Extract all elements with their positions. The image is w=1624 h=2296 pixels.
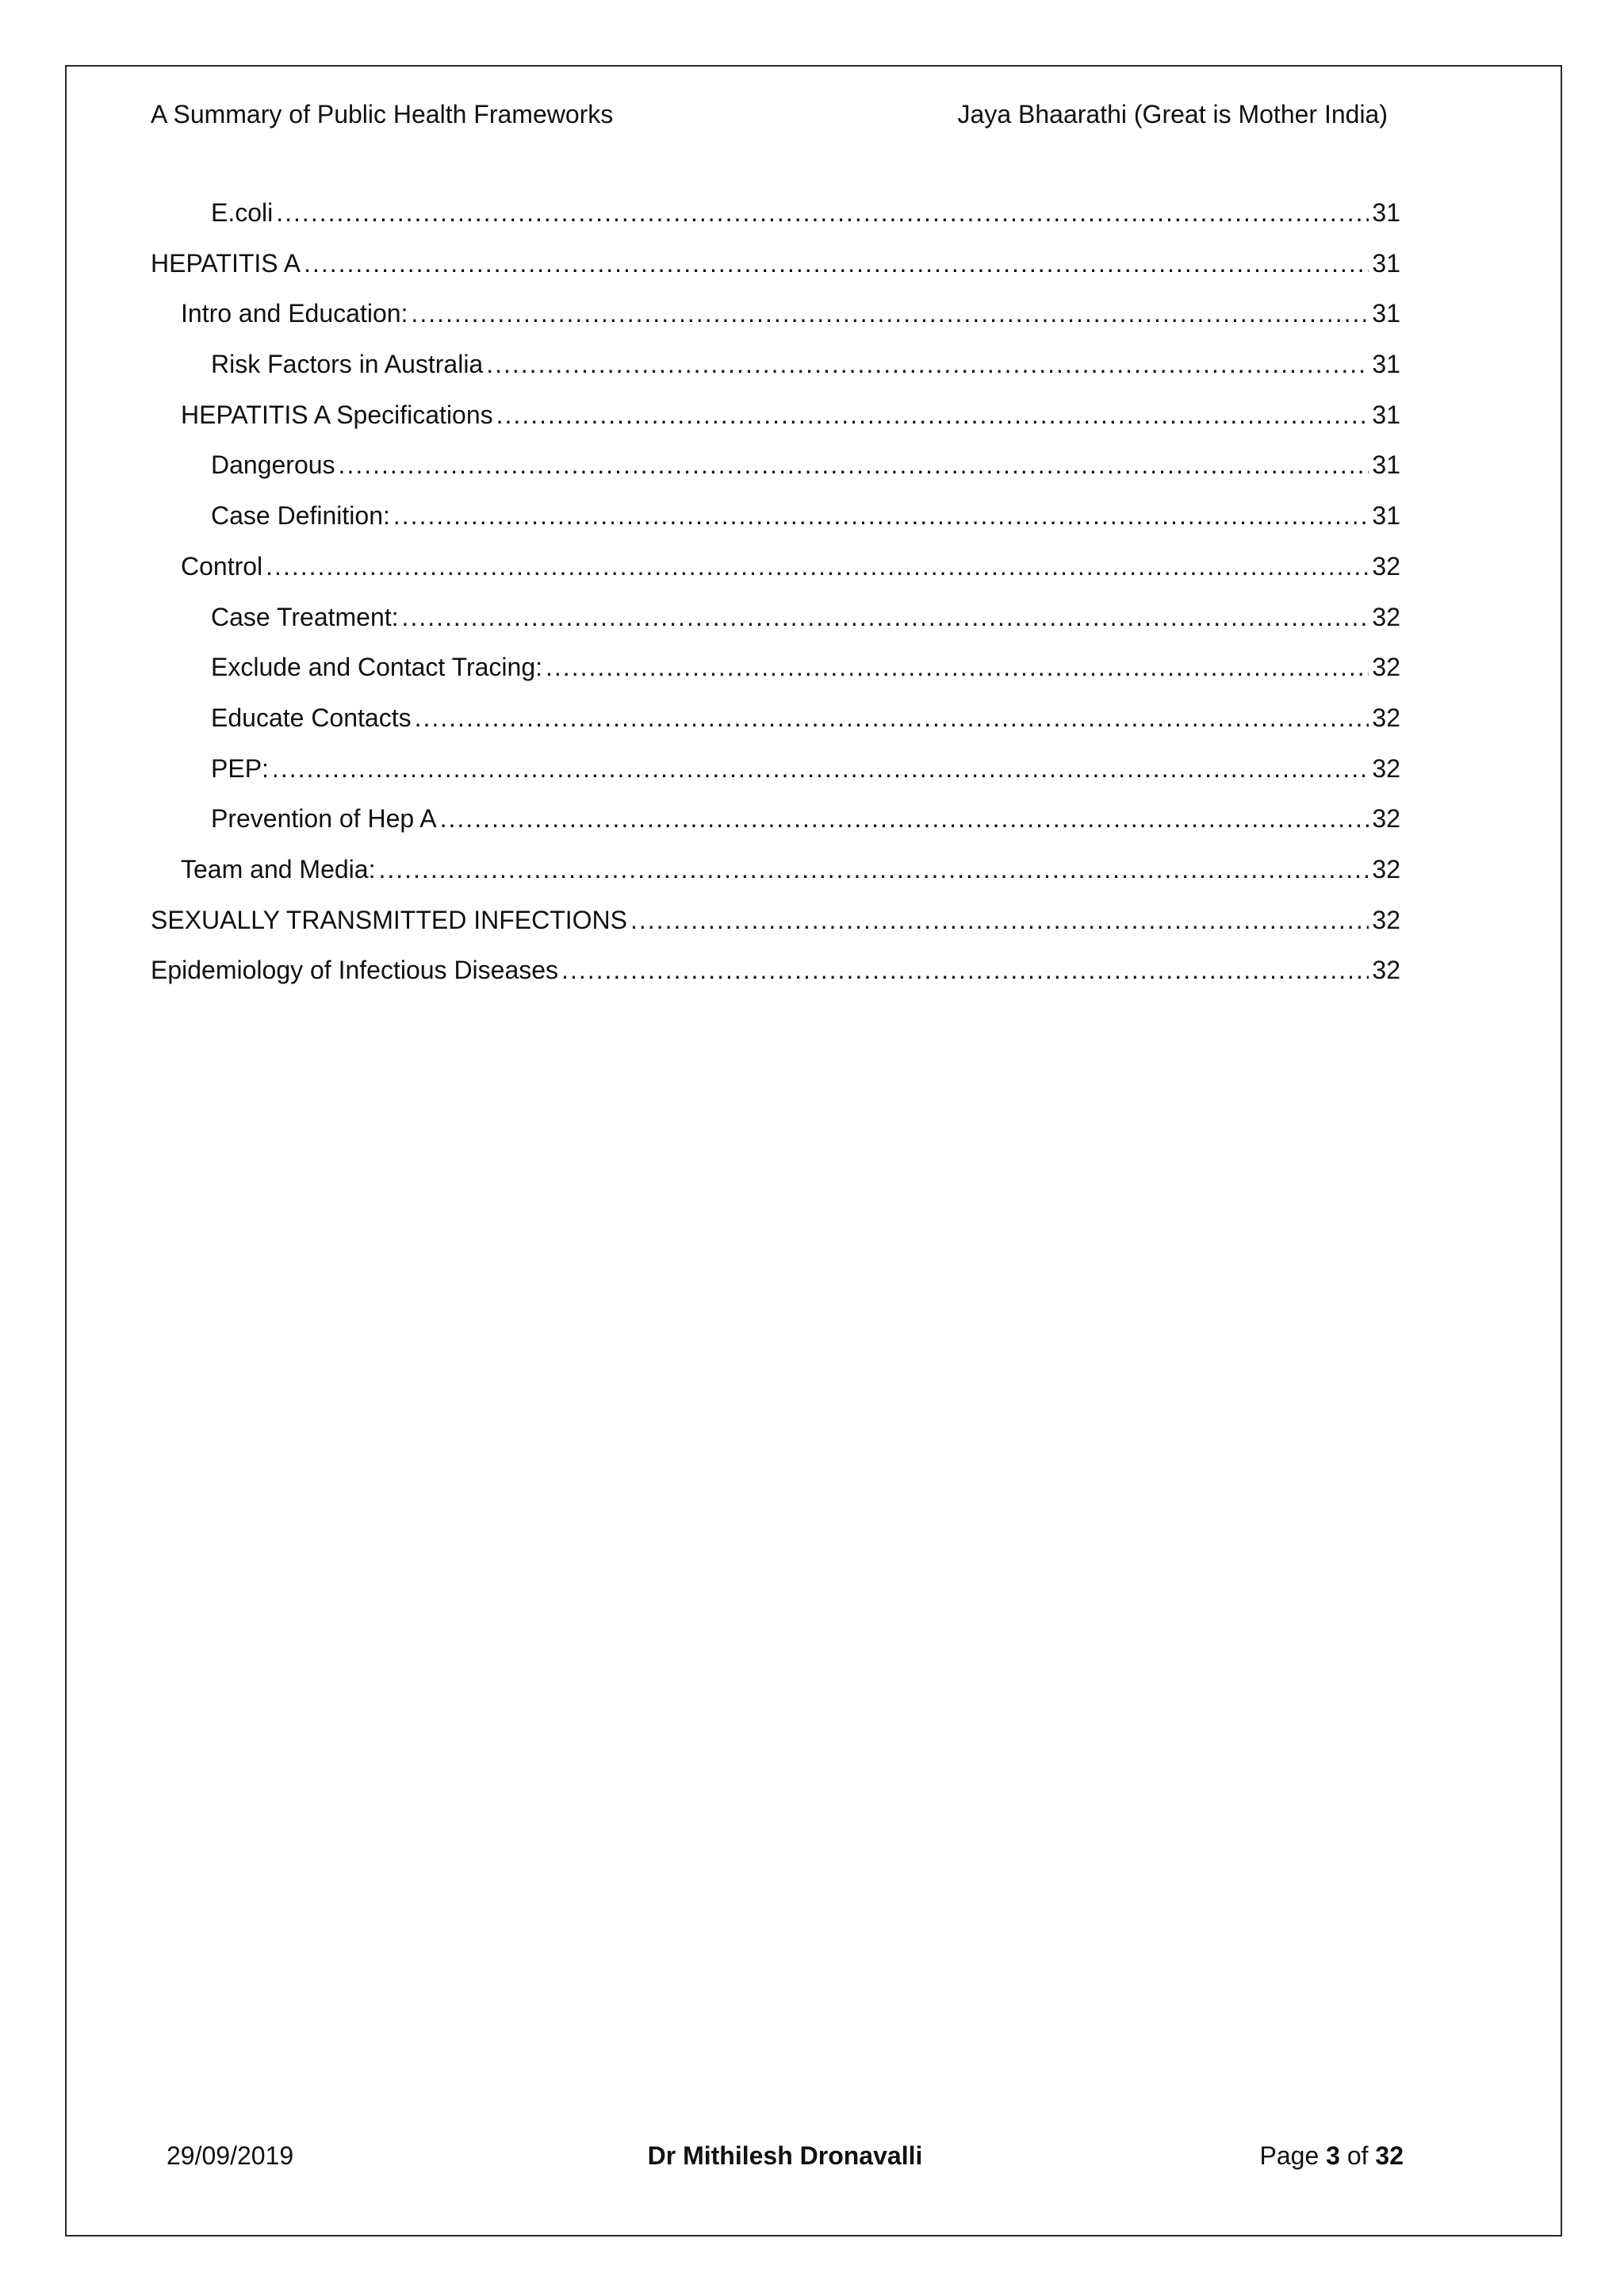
toc-entry-page: 32: [1372, 602, 1400, 631]
toc-dot-leader: [561, 953, 1369, 987]
table-of-contents: [151, 195, 1400, 1003]
toc-entry-title: Educate Contacts: [211, 703, 412, 732]
page-footer: [167, 2141, 1404, 2178]
toc-entry-title: Risk Factors in Australia: [211, 350, 484, 379]
toc-entry-title: Epidemiology of Infectious Diseases: [151, 956, 559, 985]
page-total: 32: [1375, 2141, 1404, 2170]
toc-entry-page: 32: [1372, 753, 1400, 783]
page-header: [151, 100, 1388, 136]
toc-entry-title: Dangerous: [211, 450, 335, 480]
toc-entry[interactable]: [151, 852, 1400, 903]
toc-entry-page: 31: [1372, 198, 1400, 227]
toc-entry[interactable]: [151, 397, 1400, 448]
toc-entry-page: 31: [1372, 400, 1400, 429]
toc-dot-leader: [276, 195, 1369, 230]
toc-entry-title: Exclude and Contact Tracing:: [211, 653, 543, 682]
toc-entry-page: 31: [1372, 299, 1400, 328]
toc-dot-leader: [415, 700, 1369, 735]
toc-dot-leader: [411, 296, 1369, 331]
toc-entry-page: 32: [1372, 703, 1400, 732]
toc-entry-title: Team and Media:: [181, 854, 376, 884]
toc-entry-page: 32: [1372, 956, 1400, 985]
toc-entry[interactable]: [151, 195, 1400, 246]
header-document-title: A Summary of Public Health Frameworks: [151, 100, 614, 128]
toc-dot-leader: [440, 801, 1369, 836]
toc-entry-page: 32: [1372, 804, 1400, 834]
toc-entry-title: HEPATITIS A: [151, 248, 301, 278]
toc-dot-leader: [304, 246, 1369, 281]
toc-entry-title: E.coli: [211, 198, 274, 227]
toc-entry[interactable]: [151, 751, 1400, 802]
toc-entry-title: Intro and Education:: [181, 299, 408, 328]
toc-entry[interactable]: [151, 801, 1400, 852]
toc-entry[interactable]: [151, 953, 1400, 1003]
toc-entry-title: Case Definition:: [211, 501, 390, 531]
toc-entry[interactable]: [151, 600, 1400, 650]
toc-entry-page: 32: [1372, 551, 1400, 581]
toc-dot-leader: [630, 903, 1369, 937]
toc-entry[interactable]: [151, 296, 1400, 347]
toc-dot-leader: [339, 447, 1369, 482]
toc-entry-title: HEPATITIS A Specifications: [181, 400, 493, 429]
toc-dot-leader: [546, 650, 1369, 684]
toc-dot-leader: [402, 600, 1369, 634]
toc-entry[interactable]: [151, 246, 1400, 297]
toc-entry-page: 31: [1372, 450, 1400, 480]
toc-entry[interactable]: [151, 347, 1400, 397]
toc-entry-page: 32: [1372, 653, 1400, 682]
toc-entry-title: Prevention of Hep A: [211, 804, 437, 834]
toc-entry[interactable]: [151, 650, 1400, 700]
footer-date: 29/09/2019: [167, 2141, 294, 2170]
toc-entry-title: PEP:: [211, 753, 269, 783]
toc-entry-page: 32: [1372, 905, 1400, 934]
toc-entry-page: 32: [1372, 854, 1400, 884]
toc-dot-leader: [378, 852, 1369, 887]
toc-entry[interactable]: [151, 498, 1400, 549]
toc-dot-leader: [496, 397, 1369, 432]
toc-entry-title: Case Treatment:: [211, 602, 399, 631]
toc-entry-page: 31: [1372, 350, 1400, 379]
footer-page-number: [1260, 2141, 1404, 2171]
footer-author: Dr Mithilesh Dronavalli: [647, 2141, 923, 2170]
toc-entry-title: SEXUALLY TRANSMITTED INFECTIONS: [151, 905, 627, 934]
toc-entry[interactable]: [151, 700, 1400, 751]
toc-entry-page: 31: [1372, 501, 1400, 531]
toc-entry[interactable]: [151, 903, 1400, 953]
toc-dot-leader: [272, 751, 1369, 786]
page-of: of: [1346, 2141, 1369, 2170]
toc-entry[interactable]: [151, 447, 1400, 498]
page-current: 3: [1326, 2141, 1340, 2170]
header-motto: Jaya Bhaarathi (Great is Mother India): [957, 100, 1388, 128]
page-prefix: Page: [1259, 2141, 1320, 2170]
toc-dot-leader: [266, 549, 1369, 584]
toc-entry-page: 31: [1372, 248, 1400, 278]
toc-dot-leader: [393, 498, 1369, 533]
toc-entry-title: Control: [181, 551, 263, 581]
toc-entry[interactable]: [151, 549, 1400, 600]
toc-dot-leader: [486, 347, 1369, 381]
